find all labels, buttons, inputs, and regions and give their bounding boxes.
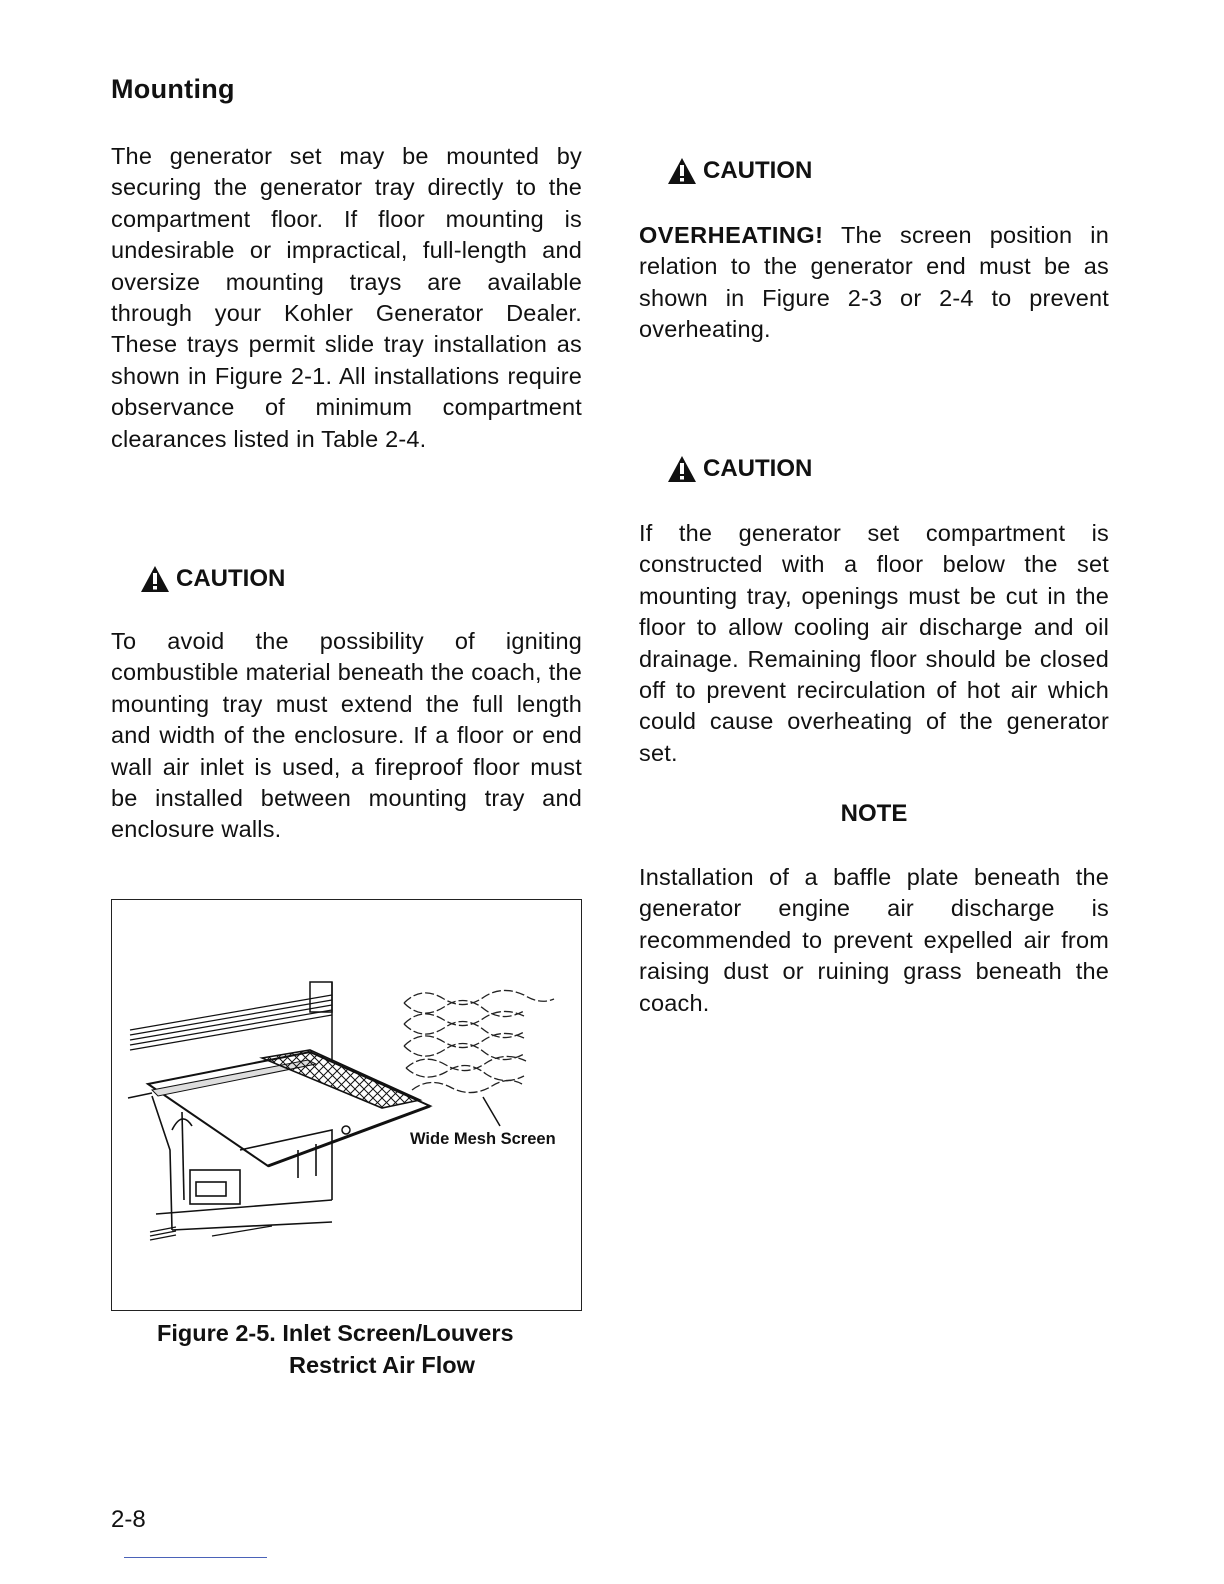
inlet-screen-illustration xyxy=(112,900,581,1310)
footer-rule xyxy=(124,1557,267,1558)
note-heading: NOTE xyxy=(840,800,908,827)
caution-label: CAUTION xyxy=(703,455,813,482)
figure-inlet-screen xyxy=(111,899,582,1311)
caution-combustible-paragraph: To avoid the possibility of igniting combustible material beneath the coach, the mounting tray must extend the full length and width of the enclosure. If a floor or end wall air inlet is used, a fireproof floor must be installed between mounting tray and enclosure walls. xyxy=(111,628,582,843)
overheating-text: The screen position in relation to the generator end must be as shown in Figure 2-3 or 2-4 to prevent overheating. xyxy=(639,222,1109,343)
warning-triangle-icon xyxy=(667,455,697,483)
overheating-lead: OVERHEATING! xyxy=(639,222,824,248)
page-number: 2-8 xyxy=(111,1506,146,1533)
figure-caption xyxy=(111,1318,662,1381)
caution-heading-overheating xyxy=(667,157,812,185)
mounting-paragraph: The generator set may be mounted by securing the generator tray directly to the compartment floor. If floor mounting is undesirable or impractical, full-length and oversize mounting trays are available through your Kohler Generator Dealer. These trays permit slide tray installation as shown in Figure 2-1. All installations require observance of minimum compartment clearances listed in Table 2-4. xyxy=(111,143,582,452)
caption-line-1: Figure 2-5. Inlet Screen/Louvers xyxy=(157,1320,514,1346)
caution-heading-left xyxy=(140,565,285,593)
note-paragraph: Installation of a baffle plate beneath the generator engine air discharge is recommended to prevent expelled air from raising dust or ruining grass beneath the coach. xyxy=(639,864,1109,1016)
wide-mesh-screen-label: Wide Mesh Screen xyxy=(410,1130,556,1148)
section-title: Mounting xyxy=(111,74,235,104)
caution-compartment-paragraph: If the generator set compartment is constructed with a floor below the set mounting tray, openings must be cut in the floor to allow cooling air discharge and oil drainage. Remaining floor should be closed off to prevent recirculation of hot air which could cause overheating of the generator set. xyxy=(639,520,1109,766)
caution-overheating-paragraph xyxy=(639,220,1109,346)
caution-label: CAUTION xyxy=(176,565,286,592)
warning-triangle-icon xyxy=(140,565,170,593)
caution-heading-compartment xyxy=(667,455,812,483)
warning-triangle-icon xyxy=(667,157,697,185)
caption-line-2: Restrict Air Flow xyxy=(289,1351,475,1378)
caution-label: CAUTION xyxy=(703,157,813,184)
